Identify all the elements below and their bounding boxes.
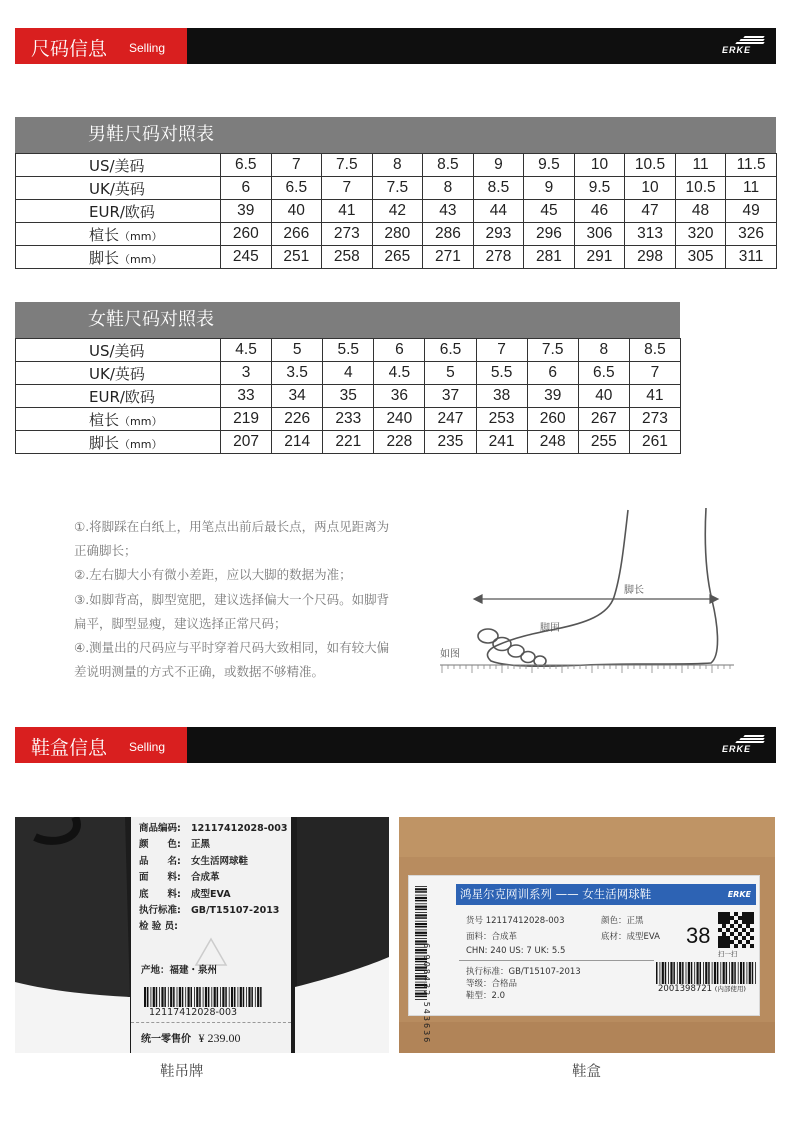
label-shoe-type: 鞋型：2.0 bbox=[466, 991, 506, 1001]
size-cell: 271 bbox=[423, 246, 474, 269]
size-cell: 10.5 bbox=[675, 177, 726, 200]
size-cell: 9.5 bbox=[524, 154, 575, 177]
section-subtitle: Selling bbox=[129, 41, 166, 55]
size-cell: 4.5 bbox=[374, 362, 425, 385]
size-cell: 6 bbox=[221, 177, 272, 200]
hang-tag-field: 面 料: 合成革 bbox=[139, 872, 220, 884]
size-cell: 39 bbox=[221, 200, 272, 223]
size-row-label: 楦长（mm） bbox=[16, 223, 221, 246]
label-barcode bbox=[656, 962, 756, 984]
size-row bbox=[16, 177, 777, 200]
size-cell: 6 bbox=[374, 339, 425, 362]
size-cell: 34 bbox=[272, 385, 323, 408]
size-cell: 42 bbox=[372, 200, 423, 223]
men-size-grid bbox=[15, 153, 777, 269]
hang-tag-price bbox=[141, 1030, 240, 1048]
size-cell: 7 bbox=[271, 154, 322, 177]
price-value: ¥ 239.00 bbox=[198, 1031, 241, 1045]
label-brand: ERKE bbox=[727, 890, 751, 899]
size-row bbox=[16, 223, 777, 246]
label-grade: 等级：合格品 bbox=[466, 979, 518, 989]
guide-line: ②.左右脚大小有微小差距，应以大脚的数据为准； bbox=[74, 567, 352, 583]
size-cell: 296 bbox=[524, 223, 575, 246]
label-barcode-number bbox=[658, 984, 746, 994]
size-cell: 265 bbox=[372, 246, 423, 269]
foot-width-label: 脚围 bbox=[540, 623, 560, 634]
size-cell: 235 bbox=[425, 431, 476, 454]
size-cell: 41 bbox=[629, 385, 680, 408]
size-cell: 44 bbox=[473, 200, 524, 223]
size-cell: 260 bbox=[221, 223, 272, 246]
shoebox-caption: 鞋盒 bbox=[572, 1064, 601, 1080]
size-cell: 10 bbox=[625, 177, 676, 200]
size-cell: 267 bbox=[578, 408, 629, 431]
size-cell: 41 bbox=[322, 200, 373, 223]
size-cell: 240 bbox=[374, 408, 425, 431]
size-cell: 7 bbox=[629, 362, 680, 385]
section-header-size bbox=[15, 28, 776, 64]
size-cell: 11 bbox=[675, 154, 726, 177]
size-row bbox=[16, 339, 681, 362]
size-row-label: 楦长（mm） bbox=[16, 408, 221, 431]
hang-tag-field: 品 名: 女生活网球鞋 bbox=[139, 855, 249, 867]
shoebox-label bbox=[408, 875, 760, 1045]
size-cell: 8.5 bbox=[423, 154, 474, 177]
erke-logo-text: ERKE bbox=[722, 45, 752, 55]
men-size-table bbox=[15, 117, 776, 269]
size-row-label: 脚长（mm） bbox=[16, 431, 221, 454]
size-row-label: 脚长（mm） bbox=[16, 246, 221, 269]
size-cell: 266 bbox=[271, 223, 322, 246]
size-cell: 253 bbox=[476, 408, 527, 431]
size-cell: 313 bbox=[625, 223, 676, 246]
size-cell: 305 bbox=[675, 246, 726, 269]
size-cell: 11.5 bbox=[726, 154, 777, 177]
size-cell: 214 bbox=[272, 431, 323, 454]
size-row-label: EUR/欧码 bbox=[16, 385, 221, 408]
size-cell: 281 bbox=[524, 246, 575, 269]
size-cell: 273 bbox=[322, 223, 373, 246]
price-label: 统一零售价 bbox=[141, 1034, 191, 1045]
size-cell: 5.5 bbox=[476, 362, 527, 385]
shoebox-photo bbox=[399, 817, 775, 1053]
label-upper: 面料：合成革 bbox=[466, 932, 518, 942]
size-cell: 291 bbox=[574, 246, 625, 269]
hang-tag bbox=[131, 817, 291, 1053]
size-cell: 278 bbox=[473, 246, 524, 269]
size-cell: 4 bbox=[323, 362, 374, 385]
size-cell: 273 bbox=[629, 408, 680, 431]
section-subtitle: Selling bbox=[129, 740, 166, 754]
size-cell: 7.5 bbox=[372, 177, 423, 200]
size-row bbox=[16, 362, 681, 385]
women-size-grid bbox=[15, 338, 681, 454]
size-cell: 7 bbox=[322, 177, 373, 200]
section-title: 鞋盒信息 bbox=[31, 737, 108, 759]
size-cell: 10 bbox=[574, 154, 625, 177]
hang-tag-barcode bbox=[144, 987, 262, 1007]
size-cell: 10.5 bbox=[625, 154, 676, 177]
size-cell: 39 bbox=[527, 385, 578, 408]
men-table-title: 男鞋尺码对照表 bbox=[15, 117, 776, 153]
size-cell: 7 bbox=[476, 339, 527, 362]
size-row-label: US/美码 bbox=[16, 339, 221, 362]
size-cell: 40 bbox=[271, 200, 322, 223]
label-item-no: 货号 12117412028-003 bbox=[466, 916, 565, 926]
label-size-big: 38 bbox=[686, 923, 711, 948]
size-cell: 241 bbox=[476, 431, 527, 454]
hang-tag-field: 颜 色: 正黑 bbox=[139, 839, 211, 851]
size-cell: 37 bbox=[425, 385, 476, 408]
size-row bbox=[16, 385, 681, 408]
size-cell: 43 bbox=[423, 200, 474, 223]
size-cell: 5 bbox=[272, 339, 323, 362]
size-cell: 233 bbox=[323, 408, 374, 431]
section-header-box bbox=[15, 727, 776, 763]
hang-tag-field: 执行标准: GB/T15107-2013 bbox=[139, 905, 280, 917]
size-cell: 36 bbox=[374, 385, 425, 408]
size-cell: 6.5 bbox=[425, 339, 476, 362]
size-row bbox=[16, 200, 777, 223]
section-header-red-block bbox=[15, 28, 187, 64]
size-cell: 293 bbox=[473, 223, 524, 246]
size-cell: 3.5 bbox=[272, 362, 323, 385]
size-cell: 306 bbox=[574, 223, 625, 246]
size-row-label: US/美码 bbox=[16, 154, 221, 177]
hang-tag-perforation bbox=[131, 1022, 291, 1023]
size-row-label: EUR/欧码 bbox=[16, 200, 221, 223]
size-cell: 248 bbox=[527, 431, 578, 454]
size-cell: 40 bbox=[578, 385, 629, 408]
foot-length-label: 脚长 bbox=[624, 585, 644, 596]
size-cell: 207 bbox=[221, 431, 272, 454]
size-cell: 298 bbox=[625, 246, 676, 269]
guide-line: ③.如脚背高，脚型宽肥，建议选择偏大一个尺码。如脚背 bbox=[74, 591, 390, 607]
size-cell: 6.5 bbox=[221, 154, 272, 177]
size-cell: 245 bbox=[221, 246, 272, 269]
label-series: 鸿星尔克网训系列 —— 女生活网球鞋 bbox=[460, 887, 652, 901]
size-cell: 8 bbox=[578, 339, 629, 362]
size-cell: 9.5 bbox=[574, 177, 625, 200]
size-cell: 48 bbox=[675, 200, 726, 223]
label-sole: 底材：成型EVA bbox=[601, 932, 660, 942]
size-cell: 49 bbox=[726, 200, 777, 223]
size-cell: 11 bbox=[726, 177, 777, 200]
hang-tag-field: 检 验 员: bbox=[139, 921, 178, 933]
size-cell: 286 bbox=[423, 223, 474, 246]
size-cell: 221 bbox=[323, 431, 374, 454]
size-cell: 247 bbox=[425, 408, 476, 431]
erke-logo bbox=[722, 735, 766, 755]
size-cell: 251 bbox=[271, 246, 322, 269]
label-barcode-note: (内部使用) bbox=[714, 985, 746, 993]
as-shown-label: 如图 bbox=[440, 649, 460, 660]
women-table-title: 女鞋尺码对照表 bbox=[15, 302, 680, 338]
vertical-barcode-number: 6 908432 543636 bbox=[422, 943, 431, 1045]
qr-code-icon bbox=[718, 912, 754, 948]
label-sizes: CHN: 240 US: 7 UK: 5.5 bbox=[466, 946, 566, 956]
hang-tag-origin: 产地：福建・泉州 bbox=[141, 965, 218, 976]
qr-caption: 扫一扫 bbox=[718, 950, 738, 958]
size-cell: 9 bbox=[524, 177, 575, 200]
size-cell: 46 bbox=[574, 200, 625, 223]
size-cell: 255 bbox=[578, 431, 629, 454]
label-color: 颜色：正黑 bbox=[601, 916, 644, 926]
size-cell: 47 bbox=[625, 200, 676, 223]
size-cell: 4.5 bbox=[221, 339, 272, 362]
label-divider bbox=[459, 960, 654, 961]
label-header bbox=[456, 884, 756, 905]
size-cell: 9 bbox=[473, 154, 524, 177]
guide-line: 差说明测量的方式不正确，或数据不够精准。 bbox=[74, 664, 325, 680]
women-size-table bbox=[15, 302, 680, 454]
hang-tag-fields bbox=[139, 821, 288, 936]
size-row-label: UK/英码 bbox=[16, 177, 221, 200]
guide-line: ④.测量出的尺码应与平时穿着尺码大致相同，如有较大偏 bbox=[74, 640, 390, 656]
foot-diagram bbox=[436, 505, 738, 680]
size-cell: 8 bbox=[372, 154, 423, 177]
size-row bbox=[16, 408, 681, 431]
size-cell: 258 bbox=[322, 246, 373, 269]
hangtag-photo bbox=[15, 817, 389, 1053]
size-cell: 228 bbox=[374, 431, 425, 454]
erke-logo-text: ERKE bbox=[722, 744, 752, 754]
size-cell: 320 bbox=[675, 223, 726, 246]
erke-logo-icon bbox=[722, 735, 766, 743]
size-row-label: UK/英码 bbox=[16, 362, 221, 385]
size-cell: 261 bbox=[629, 431, 680, 454]
label-barcode-code: 2001398721 bbox=[658, 984, 713, 994]
size-row bbox=[16, 246, 777, 269]
size-row bbox=[16, 431, 681, 454]
size-cell: 3 bbox=[221, 362, 272, 385]
size-cell: 7.5 bbox=[527, 339, 578, 362]
size-cell: 260 bbox=[527, 408, 578, 431]
size-cell: 226 bbox=[272, 408, 323, 431]
measure-guide-text bbox=[74, 515, 419, 684]
size-cell: 8 bbox=[423, 177, 474, 200]
size-cell: 38 bbox=[476, 385, 527, 408]
section-header-red-block bbox=[15, 727, 187, 763]
guide-line: 扁平，脚型显瘦，建议选择正常尺码； bbox=[74, 615, 287, 631]
hang-tag-barcode-number: 12117412028-003 bbox=[149, 1007, 238, 1018]
size-cell: 6 bbox=[527, 362, 578, 385]
size-cell: 5.5 bbox=[323, 339, 374, 362]
size-cell: 35 bbox=[323, 385, 374, 408]
size-cell: 219 bbox=[221, 408, 272, 431]
guide-line: 正确脚长； bbox=[74, 543, 137, 559]
size-cell: 6.5 bbox=[578, 362, 629, 385]
erke-logo bbox=[722, 36, 766, 56]
size-cell: 311 bbox=[726, 246, 777, 269]
hang-tag-field: 商品编码: 12117412028-003 bbox=[139, 823, 288, 834]
size-cell: 33 bbox=[221, 385, 272, 408]
hangtag-caption: 鞋吊牌 bbox=[160, 1064, 204, 1080]
size-cell: 280 bbox=[372, 223, 423, 246]
guide-line: ①.将脚踩在白纸上，用笔点出前后最长点，两点见距离为 bbox=[74, 519, 390, 534]
label-standard: 执行标准：GB/T15107-2013 bbox=[466, 967, 581, 977]
size-cell: 5 bbox=[425, 362, 476, 385]
hang-tag-field: 底 料: 成型EVA bbox=[139, 888, 231, 900]
size-cell: 6.5 bbox=[271, 177, 322, 200]
size-cell: 326 bbox=[726, 223, 777, 246]
size-cell: 8.5 bbox=[473, 177, 524, 200]
section-title: 尺码信息 bbox=[31, 38, 108, 60]
size-cell: 45 bbox=[524, 200, 575, 223]
size-row bbox=[16, 154, 777, 177]
size-cell: 8.5 bbox=[629, 339, 680, 362]
erke-logo-icon bbox=[722, 36, 766, 44]
size-cell: 7.5 bbox=[322, 154, 373, 177]
